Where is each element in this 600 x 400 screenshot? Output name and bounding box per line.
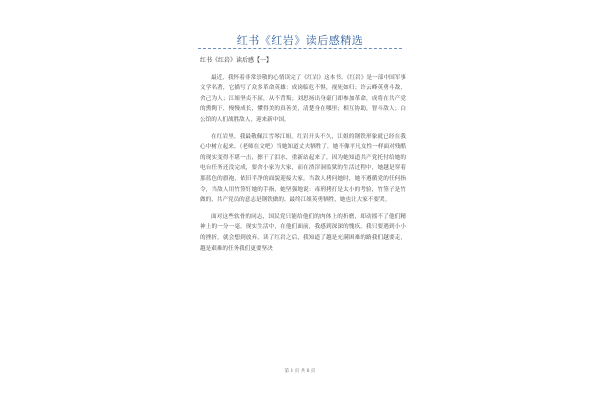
section-heading: 红书《红岩》读后感【一】: [200, 57, 273, 64]
body-paragraph: 在红岩里，我最敬佩江雪琴江姐。红岩开头不久，江姐的钢铁形象就已经在我心中树立起来。（老师在文吧）当她知道丈夫牺牲了，她不像平凡女性一样面对残酷的现实变得不堪一击，擦干了泪水，重新站起来了，因为她知道共产党托付给她的电台任务还没完成，要舍小家为大家，而在渣滓洞监狱的生活过程中，她越是穿着那蓝色的旗袍，依旧半净的面貌迎接大家。当敌人拷问她时，她不遵循党的任何指令，当敌人用竹签钉她的手指，她坚强地说：毒刑拷打是太小的考验，竹签子是竹做的，共产党员的意志是钢铁做的。最终江姐英勇牺牲，她也让大家不要哭。: [200, 133, 406, 204]
document-title: 红书《红岩》读后感精选: [236, 34, 364, 47]
page-footer: 第 1 页 共 6 页: [284, 369, 316, 374]
document-body: [200, 56, 406, 260]
body-paragraph: 最近，我怀着非常崇敬的心情读完了《红岩》这本书。《红岩》是一部中国军事文学名著，它描写了众多革命英雄：成岗临危不惧，视死如归；许云峰英勇斗敌，舍己为人；江姐坚贞不屈，从不背叛；刘思扬出身豪门却参加革命，成将在共产党的熏陶下，慢慢成长，懂得美的真善美，清楚身在哪里；相互协助，智斗敌人；白公馆的人们战胜敌人，迎来新中国。: [200, 74, 406, 123]
title-underline: [198, 48, 402, 49]
body-paragraph: 面对这些软骨的同志，国民党只能给他们的肉体上的折磨，却动摇不了他们精神上的一分一毫。现实生活中，在他们面前，我感到深深的愧疚。我只要遇到小小的挫折，就会想到放弃。读了红岩之后，我知道了越是充满困难的路我们越要走，越是艰难的任务我们更要坚决: [200, 213, 406, 252]
